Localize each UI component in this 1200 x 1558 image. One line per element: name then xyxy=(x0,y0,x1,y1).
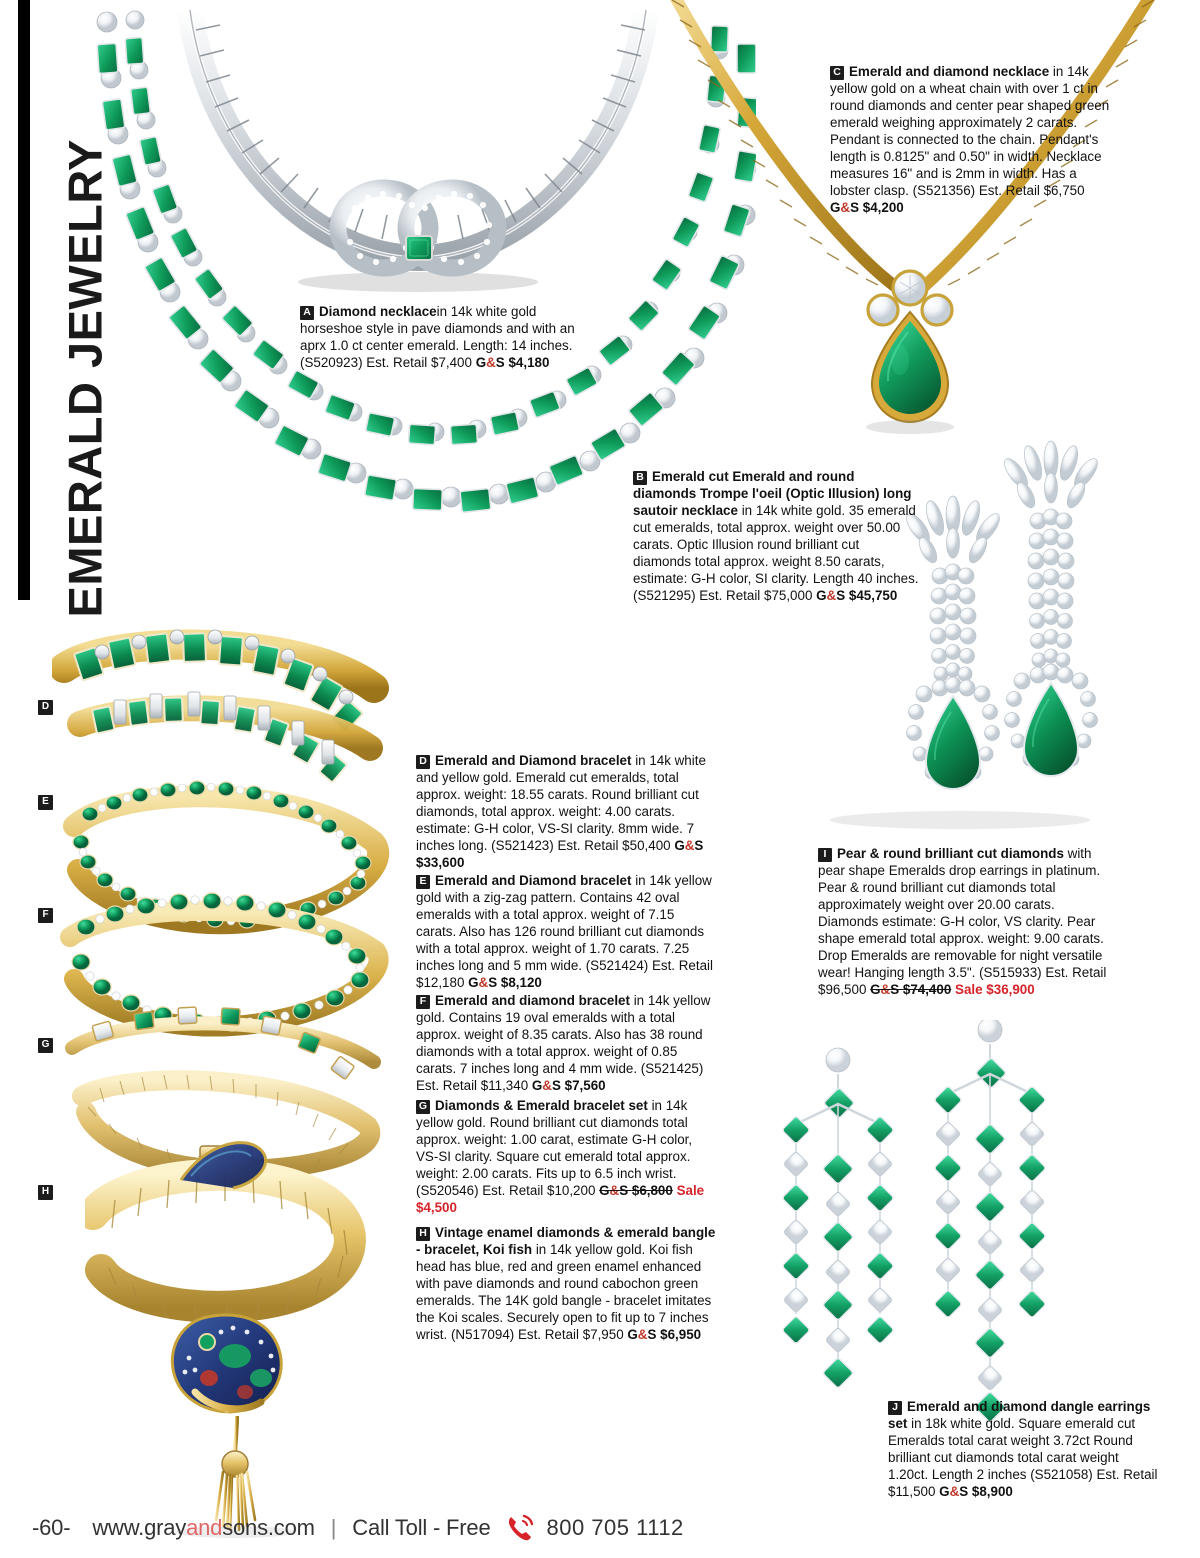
item-gs-label-e: G&S xyxy=(468,975,498,990)
page-title: EMERALD JEWELRY xyxy=(58,139,112,618)
item-body-c: in 14k yellow gold on a wheat chain with over 1 ct in round diamonds and center pear shaped green emerald weighing approximately 2 carats. Pendant is connected to the chain. Pendant's length is 0.8125" and 0.50" in width. Necklace measures 16" and is 2mm in width. Has a lobster clasp. (S521356) Est. Retail $6,750 xyxy=(830,64,1110,198)
footer-call-label: Call Toll - Free xyxy=(352,1515,491,1540)
section-title-rule xyxy=(18,0,30,600)
item-gs-label-b: G&S xyxy=(816,588,846,603)
item-body-b: in 14k white gold. 35 emerald cut emeralds, total approx. weight over 50.00 carats. Optic Illusion round brilliant cut diamonds total approx. weight 8.50 carats, estimate: G-H color, SI clarity. Length 40 inches. (S521295) Est. Retail $75,000 xyxy=(633,503,919,603)
item-body-a: in 14k white gold horseshoe style in pave diamonds and with an aprx 1.0 ct center emerald. Length: 14 inches. (S520923) Est. Retail $7,400 xyxy=(300,304,575,370)
item-body-h: in 14k yellow gold. Koi fish head has blue, red and green enamel enhanced with pave diamonds and round cabochon green emeralds. The 14K gold bangle - bracelet imitates the Koi scales. Securely open to fit up to 7 inches wrist. (N517094) Est. Retail $7,950 xyxy=(416,1242,712,1342)
item-gs-price-j: $8,900 xyxy=(971,1484,1013,1499)
item-sale-price-i: $36,900 xyxy=(986,982,1035,997)
item-title-b: Emerald cut Emerald and round diamonds Trompe l'oeil (Optic Illusion) long sautoir necklace xyxy=(633,469,912,518)
item-badge-b: B xyxy=(633,471,647,485)
item-sale-price-g: $4,500 xyxy=(416,1200,457,1215)
footer-url-suffix: sons.com xyxy=(222,1515,315,1540)
photo-koi-bangle-h xyxy=(85,1120,385,1540)
item-gs-price-d: $33,600 xyxy=(416,855,465,870)
item-gs-label-i: G&S xyxy=(870,982,903,997)
section-title-panel xyxy=(0,0,110,620)
item-badge-h: H xyxy=(416,1227,430,1241)
photo-pear-drop-earrings-i xyxy=(800,400,1120,840)
item-badge-d: D xyxy=(416,755,430,769)
item-gs-price-c: $4,200 xyxy=(862,200,904,215)
photo-badge-g: G xyxy=(38,1038,53,1053)
earring-right xyxy=(1000,441,1101,776)
item-title-e: Emerald and Diamond bracelet xyxy=(435,873,632,888)
item-description-e xyxy=(416,872,716,991)
page-footer xyxy=(0,1498,1200,1558)
footer-url-accent: and xyxy=(186,1515,223,1540)
item-gs-price-b: $45,750 xyxy=(848,588,898,603)
item-title-h: Vintage enamel diamonds & emerald bangle - bracelet, Koi fish xyxy=(416,1225,716,1257)
dangle-earring-left xyxy=(782,1048,894,1389)
photo-badge-h: H xyxy=(38,1185,53,1200)
koi-head xyxy=(172,1315,281,1412)
item-sale-label-i: Sale xyxy=(955,982,983,997)
item-body-g: in 14k yellow gold. Round brilliant cut diamonds total approx. weight: 1.00 carat, estimate G-H color, VS-SI clarity. Square cut emerald total approx. weight: 2.00 carats. Fits up to 6.5 inch wrist. (S520546) Est. Retail $10,200 xyxy=(416,1098,693,1198)
photo-badge-e: E xyxy=(38,795,53,810)
footer-page-number: -60- xyxy=(32,1515,71,1540)
item-gs-price-g: $6,800 xyxy=(631,1183,673,1198)
item-gs-price-i: $74,400 xyxy=(902,982,952,997)
item-badge-e: E xyxy=(416,875,430,889)
item-gs-label-g: G&S xyxy=(599,1183,632,1198)
item-body-d: in 14k white and yellow gold. Emerald cut emeralds, total approx. weight: 18.55 carats. Round brilliant cut diamonds, total approx. weight: 4.00 carats. estimate: G-H color, VS-SI clarity. 8mm wide. 7 inches long. (S521423) Est. Retail $50,400 xyxy=(416,753,706,853)
item-gs-label-h: G&S xyxy=(627,1327,657,1342)
phone-icon xyxy=(504,1513,534,1549)
dangle-earring-right xyxy=(934,1020,1046,1423)
item-title-a: Diamond necklace xyxy=(319,304,437,319)
item-badge-j: J xyxy=(888,1401,902,1415)
item-title-i: Pear & round brilliant cut diamonds xyxy=(837,846,1064,861)
item-title-g: Diamonds & Emerald bracelet set xyxy=(435,1098,648,1113)
item-description-h xyxy=(416,1224,716,1343)
footer-url-prefix: www.gray xyxy=(92,1515,187,1540)
item-gs-label-f: G&S xyxy=(531,1078,561,1093)
item-description-i xyxy=(818,845,1118,998)
item-description-b xyxy=(633,468,921,604)
footer-website-link[interactable] xyxy=(92,1515,314,1541)
item-title-j: Emerald and diamond dangle earrings set xyxy=(888,1399,1151,1431)
item-badge-i: I xyxy=(818,848,832,862)
item-description-j xyxy=(888,1398,1160,1500)
item-badge-f: F xyxy=(416,995,430,1009)
item-title-c: Emerald and diamond necklace xyxy=(849,64,1050,79)
item-description-d xyxy=(416,752,716,871)
item-badge-g: G xyxy=(416,1100,430,1114)
photo-badge-f: F xyxy=(38,908,53,923)
photo-dangle-earrings-j xyxy=(770,1020,1120,1440)
item-gs-price-e: $8,120 xyxy=(500,975,542,990)
item-gs-price-h: $6,950 xyxy=(660,1327,702,1342)
item-body-i: with pear shape Emeralds drop earrings in platinum. Pear & round brilliant cut diamonds total approximately weight over 20.00 carats. Diamonds estimate: G-H color, VS clarity. Pear shape emerald total approx. weight: 9.00 carats. Drop Emeralds are removable for night versatile wear! Hanging length 3.5". (S515933) Est. Retail $96,500 xyxy=(818,846,1107,997)
item-description-a xyxy=(300,303,588,371)
item-gs-price-f: $7,560 xyxy=(564,1078,606,1093)
item-body-j: in 18k white gold. Square emerald cut Emeralds total carat weight 3.72ct Round brilliant cut diamonds total carat weight 1.20ct. Length 2 inches (S521058) Est. Retail $11,500 xyxy=(888,1416,1158,1499)
item-body-e: in 14k yellow gold with a zig-zag pattern. Contains 42 oval emeralds with a total approx. weight of 7.15 carats. Also has 126 round brilliant cut diamonds with a total approx. weight of 1.70 carats. 7.25 inches long and 5 mm wide. (S521424) Est. Retail $12,180 xyxy=(416,873,713,990)
item-description-c xyxy=(830,63,1115,216)
item-title-d: Emerald and Diamond bracelet xyxy=(435,753,632,768)
item-badge-c: C xyxy=(830,66,844,80)
footer-phone-number[interactable]: 800 705 1112 xyxy=(546,1515,684,1540)
item-gs-label-d: G&S xyxy=(674,838,704,853)
item-sale-label-g: Sale xyxy=(676,1183,705,1198)
item-title-f: Emerald and diamond bracelet xyxy=(435,993,630,1008)
item-description-f xyxy=(416,992,716,1094)
item-gs-label-a: G&S xyxy=(475,355,505,370)
item-gs-label-c: G&S xyxy=(830,200,860,215)
item-gs-label-j: G&S xyxy=(939,1484,969,1499)
item-description-g xyxy=(416,1097,716,1216)
item-body-f: in 14k yellow gold. Contains 19 oval emeralds with a total approx. weight of 8.35 carats. Also has 38 round diamonds with a total approx. weight of 0.85 carats. 7 inches long and 4 mm wide. (S521425) Est. Retail $11,340 xyxy=(416,993,711,1093)
footer-separator: | xyxy=(330,1515,337,1540)
photo-badge-d: D xyxy=(38,700,53,715)
item-badge-a: A xyxy=(300,306,314,320)
item-gs-price-a: $4,180 xyxy=(508,355,550,370)
